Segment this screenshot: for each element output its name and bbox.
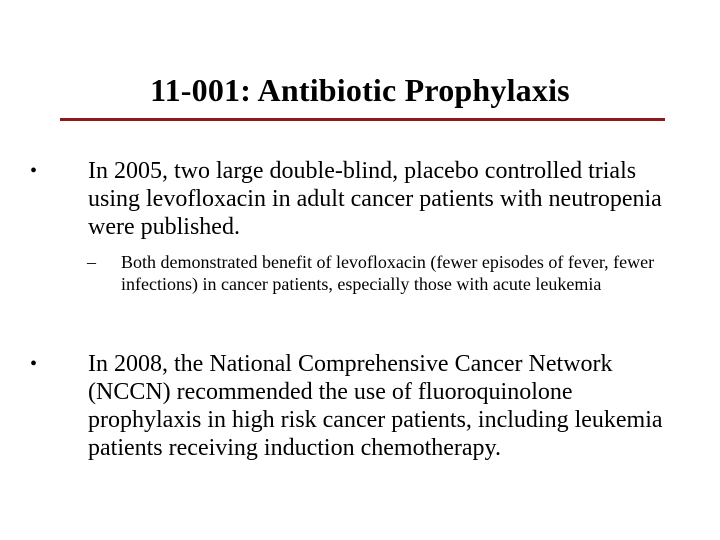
bullet-marker: • <box>30 353 38 375</box>
sub-bullet-marker: – <box>87 252 96 272</box>
bullet-text: In 2008, the National Comprehensive Cancer Network (NCCN) recommended the use of fluoroquinolone prophylaxis in high risk cancer patients, including leukemia patients receiving induction chemotherapy. <box>88 351 663 461</box>
bullet-marker: • <box>30 160 38 182</box>
bullet-text: In 2005, two large double-blind, placebo controlled trials using levofloxacin in adult cancer patients with neutropenia were published. <box>88 158 662 240</box>
slide-title: 11-001: Antibiotic Prophylaxis <box>150 72 570 108</box>
title-divider <box>60 118 665 121</box>
sub-bullet-text: Both demonstrated benefit of levofloxacin (fewer episodes of fever, fewer infections) in cancer patients, especially those with acute leukemia <box>121 252 655 294</box>
